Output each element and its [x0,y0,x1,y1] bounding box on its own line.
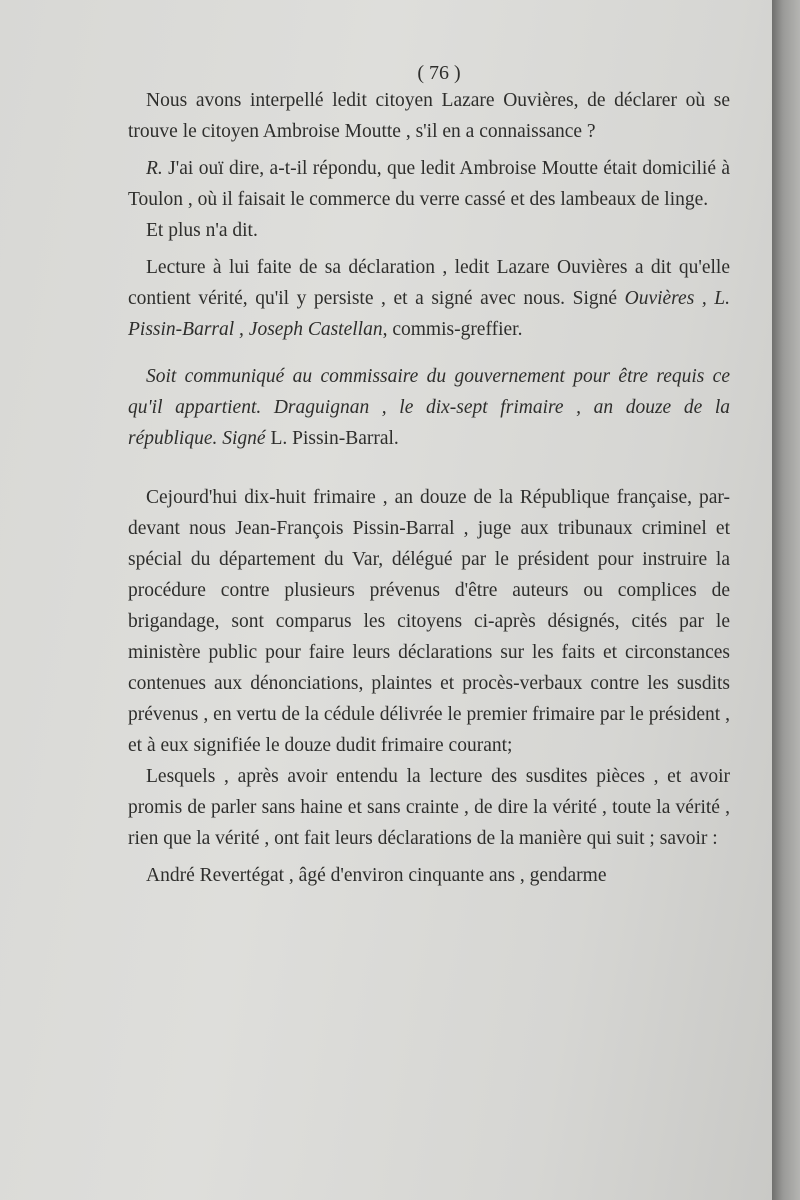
answer-label: R. [146,158,163,179]
paragraph-witnesses: Lesquels , après avoir entendu la lecture des susdites pièces , et avoir promis de parler sans haine et sans crainte , de dire la vérité , toute la vérité , rien que la vérité , ont fait leurs déclarations de la manière qui suit ; savoir : [128,766,730,849]
paragraph-witness-1: André Revertégat , âgé d'environ cinquante ans , gendarme [146,865,607,886]
signatures: Ouvières , L. Pissin-Barral , Joseph Castellan [128,288,730,340]
paragraph-answer: R. J'ai ouï dire, a-t-il répondu, que ledit Ambroise Moutte était domicilié à Toulon , où il faisait le commerce du verre cassé et des lambeaux de linge. [128,158,730,210]
paragraph-hearing: Cejourd'hui dix-huit frimaire , an douze de la République française, par-devant nous Jean-François Pissin-Barral , juge aux tribunaux criminel et spécial du département du Var, délégué par le président pour instruire la procédure contre plusieurs prévenus d'être auteurs ou complices de brigandage, sont comparus les citoyens ci-après désignés, cités par le ministère public pour faire leurs déclarations sur les faits et circonstances contenues aux dénonciations, plaintes et procès-verbaux contre les susdits prévenus , en vertu de la cédule délivrée le premier frimaire par le président , et à eux signifiée le douze dudit frimaire courant; [128,487,730,756]
paragraph-end: Et plus n'a dit. [146,220,258,241]
paragraph-order: Soit communiqué au commissaire du gouvernement pour être requis ce qu'il appartient. Draguignan , le dix-sept frimaire , an douze de la république. Signé L. Pissin-Barral. [128,366,730,449]
page-text [128,58,730,891]
paragraph-question: Nous avons interpellé ledit citoyen Lazare Ouvières, de déclarer où se trouve le citoyen Ambroise Moutte , s'il en a connaissance ? [128,90,730,142]
page-number: ( 76 ) [417,62,461,84]
paragraph-reading: Lecture à lui faite de sa déclaration , ledit Lazare Ouvières a dit qu'elle contient vérité, qu'il y persiste , et a signé avec nous. Signé Ouvières , L. Pissin-Barral , Joseph Castellan, commis-greffier. [128,257,730,340]
next-page-edge [772,0,800,1200]
